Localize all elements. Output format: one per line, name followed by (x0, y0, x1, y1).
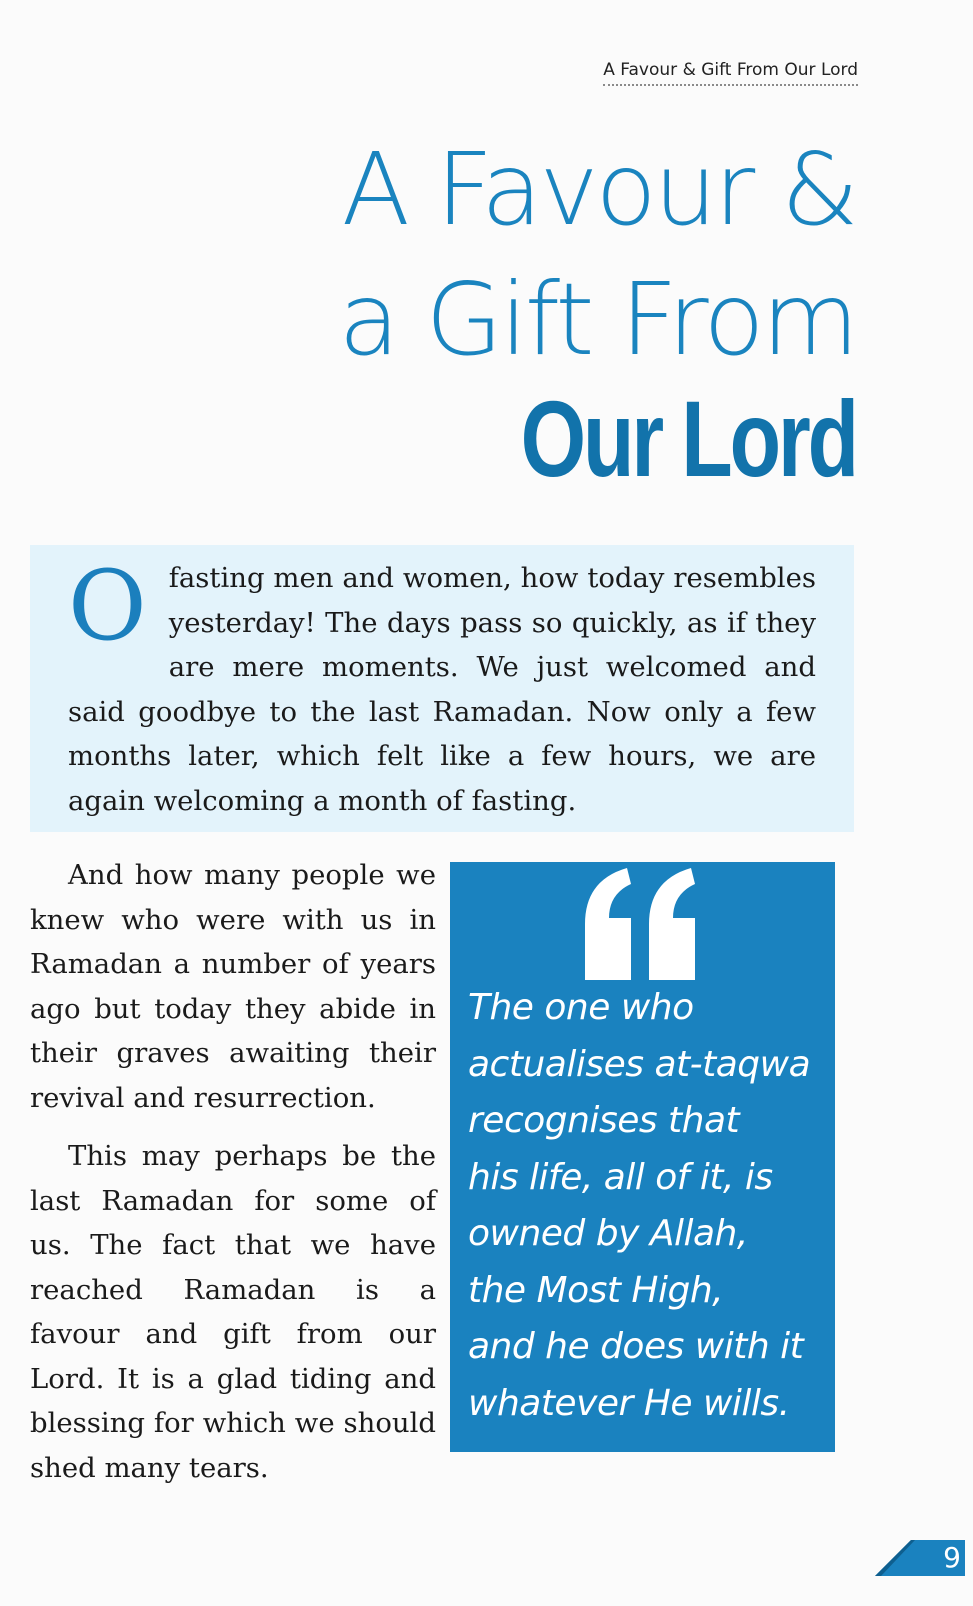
pull-quote-line: owned by Allah, (468, 1213, 748, 1254)
intro-text: fasting men and women, how today resembles yesterday! The days pass so quickly, as if they are mere moments. We just welcomed and said goodbye to the last Ramadan. Now only a few months later, which felt like a few hours, we are again welcoming a month of fasting. (68, 562, 816, 817)
pull-quote-line: The one who (468, 987, 694, 1028)
pull-quote-line: whatever He wills. (468, 1382, 790, 1424)
page-title-line-2: a Gift From (338, 261, 856, 378)
page-number: 9 (943, 1541, 961, 1574)
pull-quote-line: actualises at-taqwa (468, 1043, 811, 1085)
pull-quote-box (450, 862, 835, 1452)
pull-quote-line: recognises that (468, 1100, 740, 1141)
running-header: A Favour & Gift From Our Lord (603, 60, 858, 86)
pull-quote-line: the Most High, (468, 1269, 724, 1311)
intro-paragraph (68, 550, 816, 823)
pull-quote-line: his life, all of it, is (468, 1156, 773, 1198)
pull-quote-line: and he does with it (468, 1326, 804, 1367)
pull-quote-text (468, 980, 825, 1432)
body-paragraph-2: This may perhaps be the last Ramadan for some of us. The fact that we have reached Ramadan is a favour and gift from our Lord. It is a glad tiding and blessing for which we should shed many tears. (30, 1140, 436, 1484)
page-title-line-3: Our Lord (520, 378, 856, 499)
page-title-line-1: A Favour & (341, 131, 856, 248)
drop-cap: O (68, 550, 147, 662)
body-paragraph-1: And how many people we knew who were with us in Ramadan a number of years ago but today they abide in their graves awaiting their revival and resurrection. (30, 859, 436, 1114)
body-text-column (30, 853, 436, 1504)
quote-mark-icon (575, 862, 705, 987)
